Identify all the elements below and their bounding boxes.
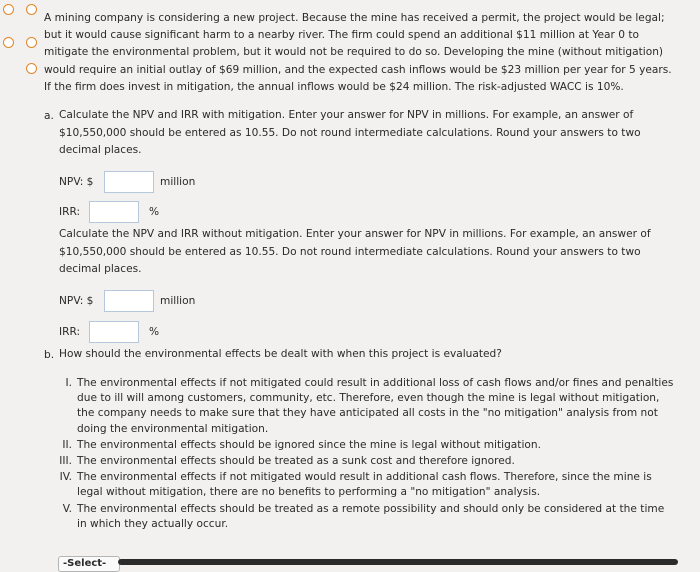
option-number: IV. [59,471,72,484]
option-text: The environmental effects should be treated as a sunk cost and therefore ignored. [77,455,515,468]
option-text: The environmental effects if not mitigated would result in additional cash flows. Therefore, since the mine is legal without mitigation, there are no benefits to performing a "no mitigation" analysis. [77,471,652,499]
problem-statement: A mining company is considering a new project. Because the mine has received a permit, the project would be legal; but it would cause significant harm to a nearby river. The firm could spend an additional $11 million at Year 0 to mitigate the environmental problem, but it would not be required to do so. Developing the mine (without mitigation) would require an initial outlay of $69 million, and the expected cash inflows would be $23 million per year for 5 years. If the firm does invest in mitigation, the annual inflows would be $24 million. The risk-adjusted WACC is 10%. [44,12,672,93]
irr-unit: % [149,206,160,218]
irr-with-mitigation-input[interactable] [89,201,139,223]
irr-label-2: IRR: [59,326,81,338]
radio-option-4[interactable] [26,37,37,48]
option-number: III. [59,455,72,468]
part-b-label: b. [44,349,55,361]
npv-label-2: NPV: $ [59,295,94,307]
npv-without-mitigation-row [59,290,195,312]
radio-option-2[interactable] [26,4,37,15]
irr-unit-2: % [149,326,160,338]
radio-option-1[interactable] [3,4,14,15]
option-number: I. [65,377,72,389]
option-item [44,470,676,500]
radio-option-5[interactable] [26,63,37,74]
part-a-label: a. [44,110,54,122]
part-a-question-without-mitigation: Calculate the NPV and IRR without mitigation. Enter your answer for NPV in millions. For example, an answer of $10,550,000 should be entered as 10.55. Do not round intermediate calculations. Round your answers to two decimal places. [59,228,651,276]
part-b-question: How should the environmental effects be dealt with when this project is evaluated? [59,348,502,360]
part-a-question-with-mitigation: Calculate the NPV and IRR with mitigation. Enter your answer for NPV in millions. For example, an answer of $10,550,000 should be entered as 10.55. Do not round intermediate calculations. Round your answers to two decimal places. [59,109,641,157]
irr-with-mitigation-row [59,201,159,223]
npv-label: NPV: $ [59,176,94,188]
part-b-options-list [44,376,676,533]
npv-unit-2: million [160,295,196,307]
irr-label: IRR: [59,206,81,218]
irr-without-mitigation-row [59,321,159,343]
npv-unit: million [160,176,196,188]
npv-with-mitigation-row [59,171,195,193]
npv-without-mitigation-input[interactable] [104,290,154,312]
option-item [44,376,676,437]
option-item [44,438,676,453]
option-number: II. [62,438,72,451]
option-item [44,454,676,469]
option-item [44,502,676,532]
answer-select-dropdown[interactable]: -Select- [58,556,120,572]
option-text: The environmental effects should be ignored since the mine is legal without mitigation. [77,438,541,451]
option-number: V. [62,502,72,515]
radio-option-3[interactable] [3,37,14,48]
answer-select-bar [118,559,678,565]
option-text: The environmental effects if not mitigated could result in additional loss of cash flows and/or fines and penalties due to ill will among customers, community, etc. Therefore, even though the mine is legal without mitigation, the company needs to make sure that they have anticipated all costs in the "no mitigation" analysis from not doing the environmental mitigation. [77,377,674,435]
npv-with-mitigation-input[interactable] [104,171,154,193]
irr-without-mitigation-input[interactable] [89,321,139,343]
option-text: The environmental effects should be treated as a remote possibility and should only be considered at the time in which they actually occur. [77,502,665,530]
